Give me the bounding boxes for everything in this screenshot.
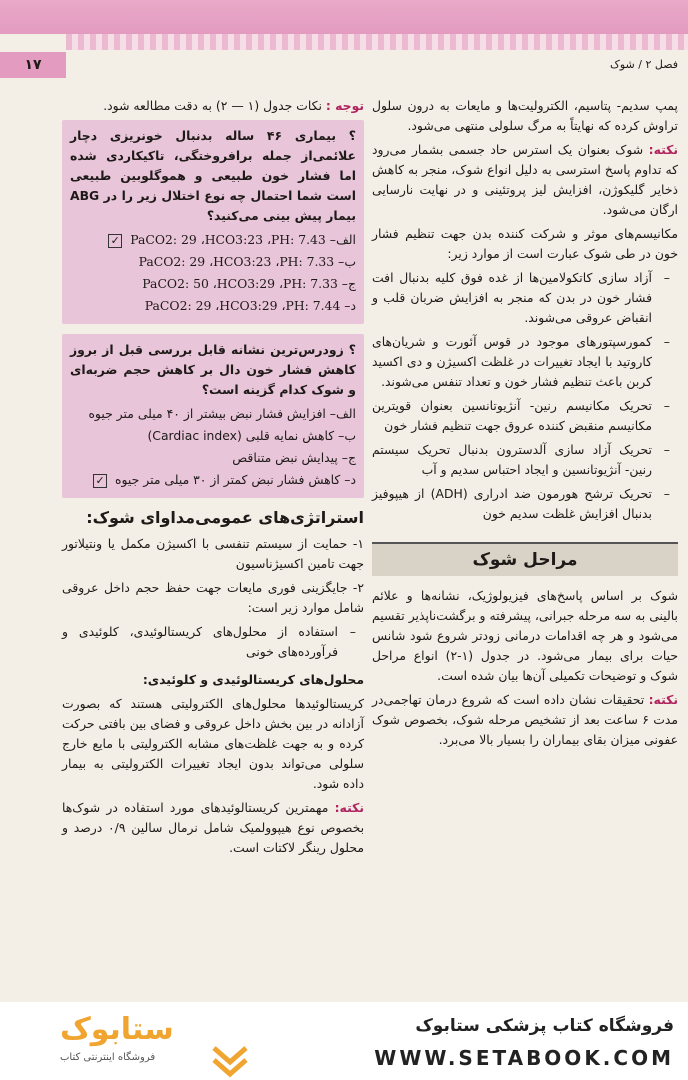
question-text: ؟ بیماری ۴۶ ساله بدنبال خونریزی دچار علائمی‌از جمله برافروختگی، تاکیکاردی شده اما فشار خون طبیعی و هموگلوبین طبیعی است شما احتمال چه نوع اختلال زیر را در ABG بیمار پیش بینی می‌کنید؟ — [70, 128, 356, 223]
strategy-item: ۱- حمایت از سیستم تنفسی با اکسیژن مکمل یا ونتیلاتور جهت تامین اکسیژناسیون — [62, 536, 364, 571]
note-label: نکته: — [648, 142, 678, 157]
store-website: WWW.SETABOOK.COM — [374, 1046, 674, 1070]
answer-option — [70, 252, 356, 272]
note-3 — [62, 798, 364, 858]
note-text: شوک بعنوان یک استرس حاد جسمی بشمار می‌رود که تداوم پاسخ استرسی به دلیل انواع شوک، منجر به کاهش ذخایر گلیکوژن، افزایش لیز پروتئینی و در نهایت نارسایی ارگان می‌شود. — [372, 142, 678, 217]
left-column — [62, 96, 364, 862]
option-letter: الف– — [329, 232, 356, 247]
note-1 — [372, 140, 678, 220]
mechanism-item: – کمورسپتورهای موجود در قوس آئورت و شریان‌های کاروتید با ایجاد تغییرات در غلظت اکسیژن و دی اکسید کربن باعث تنظیم فشار خون و تعداد تنفس می‌شوند. — [372, 332, 678, 392]
note-label: نکته: — [648, 692, 678, 707]
mechanism-item: – تحریک آزاد سازی آلدسترون بدنبال تحریک سیستم رنین- آنژیوتانسین و ایجاد احتباس سدیم و آب — [372, 440, 678, 480]
mechanism-item: – آزاد سازی کاتکولامین‌ها از غده فوق کلیه بدنبال افت فشار خون در بدن که منجر به افزایش ضربان قلب و انقباض عروقی می‌شوند. — [372, 268, 678, 328]
stages-paragraph: شوک بر اساس پاسخ‌های فیزیولوژیک، نشانه‌ها و علائم بالینی به سه مرحله جبرانی، پیشرفته و برگشت‌ناپذیر تقسیم می‌شود و هر چه اقدامات درمانی زودتر شروع شود شانس حیات برای بیمار می‌شود. در جدول (۱-۲) انواع مراحل شوک و توضیحات تکمیلی آن‌ها بیان شده است. — [372, 588, 678, 683]
logo-name: ستابوک — [60, 1012, 174, 1047]
strategy-item: ۲- جایگزینی فوری مایعات جهت حفظ حجم داخل عروقی شامل موارد زیر است: — [62, 580, 364, 615]
mechanism-item: – تحریک ترشح هورمون ضد ادراری (ADH) از هیپوفیز بدنبال افزایش غلظت سدیم خون — [372, 484, 678, 524]
intro-paragraph: پمپ سدیم- پتاسیم، الکترولیت‌ها و مایعات به درون سلول تراوش کرده که نهایتاً به مرگ سلولی منتهی می‌شود. — [372, 98, 678, 133]
note-2 — [372, 690, 678, 750]
right-column — [372, 96, 678, 754]
store-name: فروشگاه کتاب پزشکی ستابوک — [415, 1016, 674, 1036]
option-letter: ج– — [341, 276, 356, 291]
chevron-logo-icon — [210, 1040, 250, 1080]
answer-option: الف– افزایش فشار نبض بیشتر از ۴۰ میلی متر جیوه — [88, 406, 356, 421]
section-title: مراحل شوک — [372, 542, 678, 576]
option-value: PaCO2: 29 ،HCO3:23 ،PH: 7.43 — [130, 232, 326, 247]
fluid-bullet: – استفاده از محلول‌های کریستالوئیدی، کلوئیدی و فرآورده‌های خونی — [62, 622, 364, 662]
option-letter: ب– — [338, 254, 356, 269]
option-text: د– کاهش فشار نبض کمتر از ۳۰ میلی متر جیوه — [115, 472, 356, 487]
checkmark-icon: ✓ — [93, 474, 107, 488]
answer-option — [70, 230, 356, 250]
option-value: PaCO2: 50 ،HCO3:29 ،PH: 7.33 — [142, 276, 338, 291]
question-text: ؟ زودرس‌ترین نشانه قابل بررسی قبل از بروز کاهش فشار خون دال بر کاهش حجم ضربه‌ای و شوک کدام گزینه است؟ — [70, 342, 356, 397]
answer-option: ج– پیدایش نبض متناقص — [232, 450, 356, 465]
mechanisms-intro: مکانیسم‌های موثر و شرکت کننده بدن جهت تنظیم فشار خون در طی شوک عبارت است از موارد زیر: — [372, 226, 678, 261]
note-label: نکته: — [334, 800, 364, 815]
question-box-2 — [62, 334, 364, 498]
option-letter: د– — [344, 298, 356, 313]
chapter-title: فصل ۲ / شوک — [610, 58, 678, 71]
subsection-heading: محلول‌های کریستالوئیدی و کلوئیدی: — [142, 672, 364, 687]
crystalloid-paragraph: کریستالوئیدها محلول‌های الکترولیتی هستند که بصورت آزادانه در بین بخش داخل عروقی و فضای بین بافتی حرکت کرده و به جهت غلظت‌های مشابه الکترولیتی با مایع خارج سلولی می‌تواند بدون ایجاد تغییرات الکترولیتی به بیمار داده شود. — [62, 696, 364, 791]
running-header — [0, 52, 688, 78]
strategies-heading: استراتژی‌های عمومی‌مداوای شوک: — [86, 508, 364, 527]
answer-option — [70, 470, 356, 490]
answer-option: ب– کاهش نمایه قلبی (Cardiac index) — [147, 428, 356, 443]
setabook-logo — [20, 1012, 220, 1072]
answer-option — [70, 296, 356, 316]
header-band — [0, 0, 688, 34]
attention-text: نکات جدول (۱ — ۲) به دقت مطالعه شود. — [103, 98, 322, 113]
logo-tagline: فروشگاه اینترنتی کتاب — [60, 1052, 156, 1063]
option-value: PaCO2: 29 ،HCO3:23 ،PH: 7.33 — [138, 254, 335, 269]
header-decoration — [66, 34, 688, 50]
question-box-1 — [62, 120, 364, 324]
option-value: PaCO2: 29 ،HCO3:29 ،PH: 7.44 — [144, 298, 341, 313]
checkmark-icon: ✓ — [108, 234, 122, 248]
attention-label: توجه : — [325, 98, 364, 113]
note-text: مهمترین کریستالوئیدهای مورد استفاده در شوک‌ها بخصوص نوع هیپوولمیک شامل نرمال سالین ۰/۹ درصد و محلول رینگر لاکتات است. — [62, 800, 365, 855]
store-footer — [0, 1002, 688, 1080]
answer-option — [70, 274, 356, 294]
note-text: تحقیقات نشان داده است که شروع درمان تهاجمی‌در مدت ۶ ساعت بعد از تشخیص مرحله شوک، بخصوص شوک عفونی میزان بقای بیماران را بسیار بالا می‌برد. — [372, 692, 678, 747]
mechanism-item: – تحریک مکانیسم رنین- آنژیوتانسین بعنوان قویترین مکانیسم منقبض کننده عروق جهت تنظیم فشار خون — [372, 396, 678, 436]
attention-note — [62, 96, 364, 116]
page-number: ۱۷ — [0, 52, 66, 78]
